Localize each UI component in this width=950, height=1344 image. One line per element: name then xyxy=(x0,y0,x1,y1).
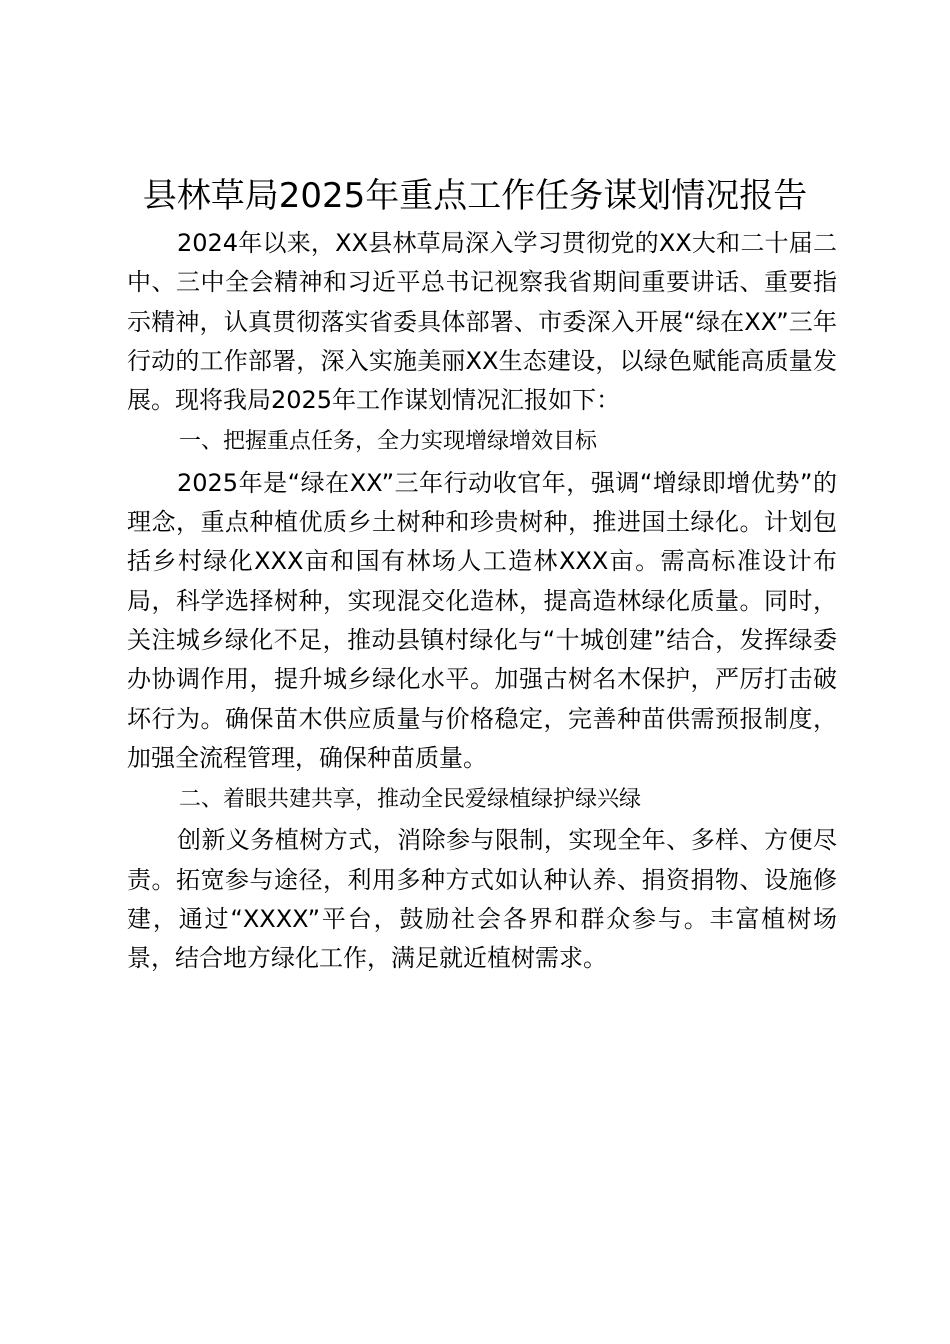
section-2-heading: 二、着眼共建共享，推动全民爱绿植绿护绿兴绿 xyxy=(179,787,642,813)
document-body xyxy=(127,224,837,979)
section-2-paragraph: 创新义务植树方式，消除参与限制，实现全年、多样、方便尽责。拓宽参与途径，利用多种方式如认种认养、捐资捐物、设施修建，通过“XXXX”平台，鼓励社会各界和群众参与。丰富植树场景，结合地方绿化工作，满足就近植树需求。 xyxy=(127,826,837,973)
document-title: 县林草局2025年重点工作任务谋划情况报告 xyxy=(142,176,808,216)
intro-paragraph: 2024年以来，XX县林草局深入学习贯彻党的XX大和二十届二中、三中全会精神和习近平总书记视察我省期间重要讲话、重要指示精神，认真贯彻落实省委具体部署、市委深入开展“绿在XX”三年行动的工作部署，深入实施美丽XX生态建设，以绿色赋能高质量发展。现将我局2025年工作谋划情况汇报如下： xyxy=(127,229,837,415)
section-1-paragraph: 2025年是“绿在XX”三年行动收官年，强调“增绿即增优势”的理念，重点种植优质乡土树种和珍贵树种，推进国土绿化。计划包括乡村绿化XXX亩和国有林场人工造林XXX亩。需高标准设计布局，科学选择树种，实现混交化造林，提高造林绿化质量。同时，关注城乡绿化不足，推动县镇村绿化与“十城创建”结合，发挥绿委办协调作用，提升城乡绿化水平。加强古树名木保护，严厉打击破坏行为。确保苗木供应质量与价格稳定，完善种苗供需预报制度，加强全流程管理，确保种苗质量。 xyxy=(127,468,837,772)
section-1-heading: 一、把握重点任务，全力实现增绿增效目标 xyxy=(179,429,598,455)
